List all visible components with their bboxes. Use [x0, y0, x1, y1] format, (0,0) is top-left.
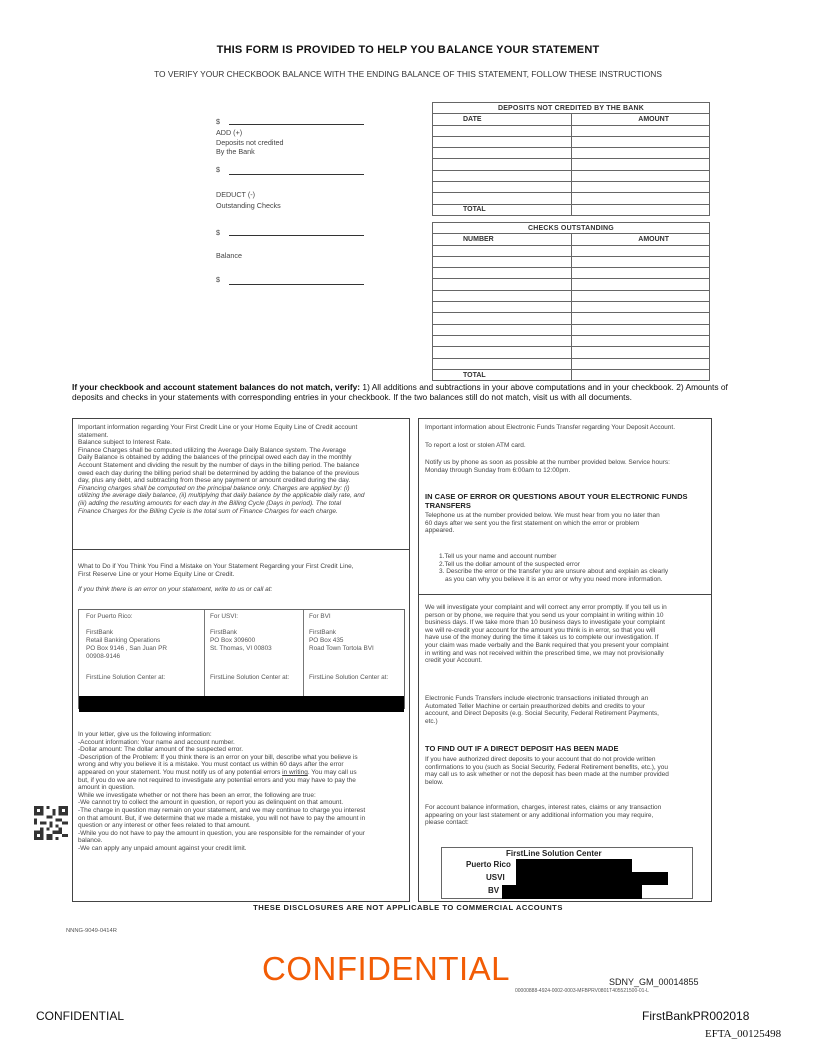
text-line: Automated Teller Machine or certain preauthorized debits and credits to your [425, 702, 645, 710]
text-line: What to Do if You Think You Find a Mistake on Your Statement Regarding your First Credit Line, [78, 563, 354, 570]
list-item: as you can why you believe it is an error or why you need more information. [445, 575, 663, 583]
deposits-label: Deposits not credited [216, 138, 284, 147]
text-line: -Dollar amount: The dollar amount of the suspected error. [78, 746, 243, 754]
underlined-text: in writing [282, 768, 308, 776]
table-row[interactable] [433, 125, 710, 136]
confidential-stamp: CONFIDENTIAL [262, 950, 511, 987]
eft-disclosure-panel [418, 418, 712, 902]
eft-error-heading [425, 492, 709, 510]
text-line: -We can apply any unpaid amount against your credit limit. [78, 844, 247, 852]
text-line: (iii) adding the resulting amounts for each day in the Billing Cycle (Days in period). The total [78, 499, 342, 507]
text-line: FirstBank [210, 629, 237, 636]
deposits-caption: DEPOSITS NOT CREDITED BY THE BANK [433, 103, 710, 114]
address-heading: For Puerto Rico: [86, 613, 133, 620]
text-line: business days. If we take more than 10 business days to investigate your complaint [425, 619, 665, 627]
table-row[interactable] [433, 256, 710, 267]
text-line: Electronic Funds Transfers include electronic transactions initiated through an [425, 695, 649, 702]
text-line: may call us to ask whether or not the deposit has been made at the number provided [425, 771, 669, 779]
mailing-addresses-box [78, 609, 405, 709]
deposits-total-cell[interactable] [571, 204, 710, 215]
text-line: below. [425, 778, 444, 786]
text-line: Finance Charges shall be computed utilizing the Average Daily Balance system. The Average [78, 446, 347, 454]
deposits-label-2: By the Bank [216, 147, 255, 156]
table-row[interactable] [433, 335, 710, 346]
credit-line-disclosure-panel [72, 418, 410, 902]
verify-lead: If your checkbook and account statement balances do not match, verify: [72, 382, 361, 392]
final-balance-field-line[interactable] [229, 284, 364, 285]
verify-paragraph [72, 382, 744, 402]
table-row[interactable] [433, 347, 710, 358]
address-usvi [210, 613, 305, 682]
checks-total-cell[interactable] [571, 369, 710, 380]
confidential-footer: CONFIDENTIAL [36, 1009, 125, 1023]
page-title: THIS FORM IS PROVIDED TO HELP YOU BALANCE YOUR STATEMENT [216, 44, 600, 56]
deposits-total-label: TOTAL [433, 204, 572, 215]
text-line: account, and Direct Deposits (e.g. Social Security, Federal Retirement Payments, [425, 710, 659, 718]
text-line: FirstBank [86, 629, 113, 636]
contact-paragraph [425, 804, 709, 827]
form-number: NNNG-9049-0414R [66, 928, 117, 934]
list-item: 2.Tell us the dollar amount of the suspected error [439, 560, 580, 568]
text-line: If you think there is an error on your statement, write to us or call at: [78, 586, 273, 594]
redaction-bar [502, 885, 642, 899]
text-part: . You may call us [307, 768, 357, 776]
table-row[interactable] [433, 358, 710, 369]
text-line: Important information about Electronic Funds Transfer regarding Your Deposit Account. [425, 424, 676, 431]
efta-number: EFTA_00125498 [705, 1028, 782, 1040]
text-line: For account balance information, charges, interest rates, claims or any transaction [425, 804, 662, 811]
divider [303, 610, 304, 697]
text-line: If you have authorized direct deposits to your account that do not provide written [425, 756, 656, 763]
text-line: Telephone us at the number provided below. We must hear from you no later than [425, 512, 660, 519]
deposits-table [432, 102, 710, 216]
address-puerto-rico [86, 613, 206, 682]
list-item: 3. Describe the error or the transfer you are unsure about and explain as clearly [439, 568, 669, 576]
text-line: Financing charges shall be computed on the principal balance only. Charges are applied by: (i) [78, 484, 350, 492]
redaction-bar [79, 696, 404, 712]
text-line: have use of the money during the time it takes us to complete our investigation. If [425, 634, 659, 642]
text-line: confirmations to you (such as Social Security, Federal Retirement benefits, etc.), you [425, 763, 669, 771]
dollar-sign: $ [216, 275, 220, 284]
table-row[interactable] [433, 159, 710, 170]
text-line: in writing and was not received within the prescribed time, we may not provisionally [425, 649, 664, 657]
redaction-bar [516, 872, 668, 885]
text-line: Finance Charges for the Billing Cycle is the total sum of Finance Charges for each charge. [78, 507, 338, 515]
address-heading: For BVI [309, 613, 331, 620]
text-line: utilizing the average daily balance, (ii) multiplying that daily balance by the applicable daily rate, and [78, 492, 365, 500]
text-line: In your letter, give us the following information: [78, 731, 212, 738]
text-line: we will re-credit your account for the amount you think is in error, so that you will [425, 626, 656, 634]
text-line: FirstLine Solution Center at: [210, 674, 290, 681]
text-line: PO Box 309600 [210, 637, 256, 644]
instructions: TO VERIFY YOUR CHECKBOOK BALANCE WITH THE ENDING BALANCE OF THIS STATEMENT, FOLLOW THESE INSTRUCTIONS [154, 69, 662, 79]
text-line: -Account information: Your name and account number. [78, 738, 235, 746]
text-line: owed each day during the billing period shall be determined by adding the balance of the previous [78, 469, 360, 477]
text-line: appeared. [425, 527, 455, 535]
contact-bvi: BV [488, 886, 500, 895]
balance-label: Balance [216, 251, 242, 260]
outstanding-field-line[interactable] [229, 235, 364, 236]
list-item: 1.Tell us your name and account number [439, 553, 557, 560]
verify-text: 1) All additions and subtractions in your above computations and in your checkbook. 2) Amounts of deposits and checks in your statements with corresponding entries in your checkbook. If the two balances still do not match, visit us with all documents. [72, 382, 728, 402]
table-row[interactable] [433, 136, 710, 147]
text-line: your claim was made verbally and the Bank required that you present your complaint [425, 641, 669, 649]
col-number: NUMBER [433, 234, 572, 245]
text-line: St. Thomas, VI 00803 [210, 645, 272, 652]
text-line: Road Town Tortola BVI [309, 645, 374, 652]
text-line: on that amount. But, if we determine that we made a mistake, you will not have to pay the amount in [78, 814, 366, 822]
direct-deposit-heading: TO FIND OUT IF A DIRECT DEPOSIT HAS BEEN MADE [425, 744, 619, 753]
table-row[interactable] [433, 148, 710, 159]
text-line: Retail Banking Operations [86, 637, 161, 644]
text-line: Important information regarding Your First Credit Line or your Home Equity Line of Credit account [78, 424, 358, 431]
letter-information-paragraph [78, 731, 406, 853]
add-label: ADD (+) [216, 128, 243, 137]
text-line: etc.) [425, 717, 438, 725]
checks-table [432, 222, 710, 381]
eft-intro [425, 424, 709, 474]
dollar-sign: $ [216, 165, 220, 174]
text-line [78, 769, 406, 777]
credit-line-paragraph [78, 424, 406, 515]
text-line: question or any interest or other fees related to that amount. [78, 822, 251, 830]
text-line: person or by phone, we require that you send us your complaint in writing within 10 [425, 611, 664, 619]
mistake-paragraph [78, 563, 406, 594]
text-line: FirstBank [309, 629, 336, 636]
text-line: balance. [78, 837, 103, 845]
text-line: Daily Balance is obtained by adding the balances of the principal owed each day in the monthly [78, 454, 352, 462]
text-line: 60 days after we sent you the first statement on which the error or problem [425, 519, 640, 527]
text-line: PO Box 435 [309, 637, 344, 644]
text-line: FirstLine Solution Center at: [309, 674, 389, 681]
text-line: 00908-9146 [86, 653, 121, 660]
text-line: -While you do not have to pay the amount in question, you are responsible for the remainder of your [78, 829, 365, 837]
deduct-label: DEDUCT (-) [216, 190, 255, 199]
text-line: PO Box 9146 , San Juan PR [86, 645, 167, 652]
table-row[interactable] [433, 193, 710, 204]
text-line: please contact: [425, 819, 469, 827]
qr-code-icon [34, 806, 68, 840]
text-line: amount in question. [78, 784, 135, 792]
contact-usvi: USVI [486, 873, 505, 882]
direct-deposit-paragraph [425, 756, 709, 786]
table-row[interactable] [433, 182, 710, 193]
checks-total-label: TOTAL [433, 369, 572, 380]
redaction-bar [516, 859, 632, 872]
deposits-field-line[interactable] [229, 174, 364, 175]
balance-field-line[interactable] [229, 124, 364, 125]
dollar-sign: $ [216, 228, 220, 237]
divider [419, 594, 711, 595]
table-row[interactable] [433, 268, 710, 279]
col-date: DATE [433, 114, 572, 125]
dollar-sign: $ [216, 117, 220, 126]
text-line: We will investigate your complaint and will correct any error promptly. If you tell us in [425, 604, 667, 611]
sdny-bates-number: SDNY_GM_00014855 [609, 977, 699, 987]
checks-caption: CHECKS OUTSTANDING [433, 223, 710, 234]
text-line: To report a lost or stolen ATM card. [425, 441, 526, 449]
text-line: While we investigate whether or not there has been an error, the following are true: [78, 791, 316, 799]
text-line: First Reserve Line or your Home Equity Line or Credit. [78, 570, 235, 578]
text-line: credit your Account. [425, 657, 483, 665]
address-bvi [309, 613, 404, 682]
solution-center-box [441, 847, 693, 899]
table-row[interactable] [433, 279, 710, 290]
col-amount: AMOUNT [571, 114, 710, 125]
text-line: statement. [78, 431, 109, 439]
text-line: -The charge in question may remain on your statement, and we may continue to charge you interest [78, 806, 366, 814]
text-line: Account Statement and dividing the result by the number of days in the billing period. The balance [78, 461, 360, 469]
text-line: Monday through Sunday from 6:00am to 12:00pm. [425, 466, 571, 474]
text-line: -Description of the Problem: If you think there is an error on your bill, describe what you believe is [78, 753, 358, 761]
text-line: -We cannot try to collect the amount in question, or report you as delinquent on that amount. [78, 799, 344, 807]
commercial-accounts-disclaimer: THESE DISCLOSURES ARE NOT APPLICABLE TO COMMERCIAL ACCOUNTS [253, 903, 563, 912]
divider [204, 610, 205, 697]
eft-definition-paragraph [425, 695, 709, 725]
col-amount: AMOUNT [571, 234, 710, 245]
table-row[interactable] [433, 313, 710, 324]
text-line: but, if you do we are not required to investigate any potential errors and you may have to pay the [78, 776, 356, 784]
bank-bates-number: FirstBankPR002018 [642, 1009, 750, 1023]
solution-center-title: FirstLine Solution Center [506, 849, 602, 858]
outstanding-label: Outstanding Checks [216, 201, 281, 210]
table-row[interactable] [433, 324, 710, 335]
text-line: wrong and why you believe it is a mistake. You must contact us within 60 days after the error [78, 761, 344, 769]
table-row[interactable] [433, 302, 710, 313]
table-row[interactable] [433, 245, 710, 256]
contact-puerto-rico: Puerto Rico [466, 860, 511, 869]
text-line: FirstLine Solution Center at: [86, 674, 166, 681]
address-heading: For USVI: [210, 613, 239, 620]
eft-telephone-paragraph [425, 512, 709, 535]
barcode-text: 00000888-4924-0002-0003-MFBPRV0801T405521500-01-L [515, 988, 649, 994]
text-line: appearing on your last statement or any additional information you may require, [425, 811, 654, 819]
divider [73, 549, 409, 550]
text-line: IN CASE OF ERROR OR QUESTIONS ABOUT YOUR ELECTRONIC FUNDS [425, 492, 688, 501]
eft-investigation-paragraph [425, 604, 709, 665]
text-line: Notify us by phone as soon as possible at the number provided below. Service hours: [425, 459, 670, 467]
text-part: appeared on your statement. You must notify us of any potential errors [78, 768, 283, 776]
eft-steps-list [439, 553, 709, 583]
text-line: day, plus any debt, and subtracting from these any payment or amount credited during the day. [78, 477, 351, 485]
text-line: Balance subject to Interest Rate. [78, 439, 172, 447]
text-line: TRANSFERS [425, 501, 471, 510]
table-row[interactable] [433, 170, 710, 181]
table-row[interactable] [433, 290, 710, 301]
